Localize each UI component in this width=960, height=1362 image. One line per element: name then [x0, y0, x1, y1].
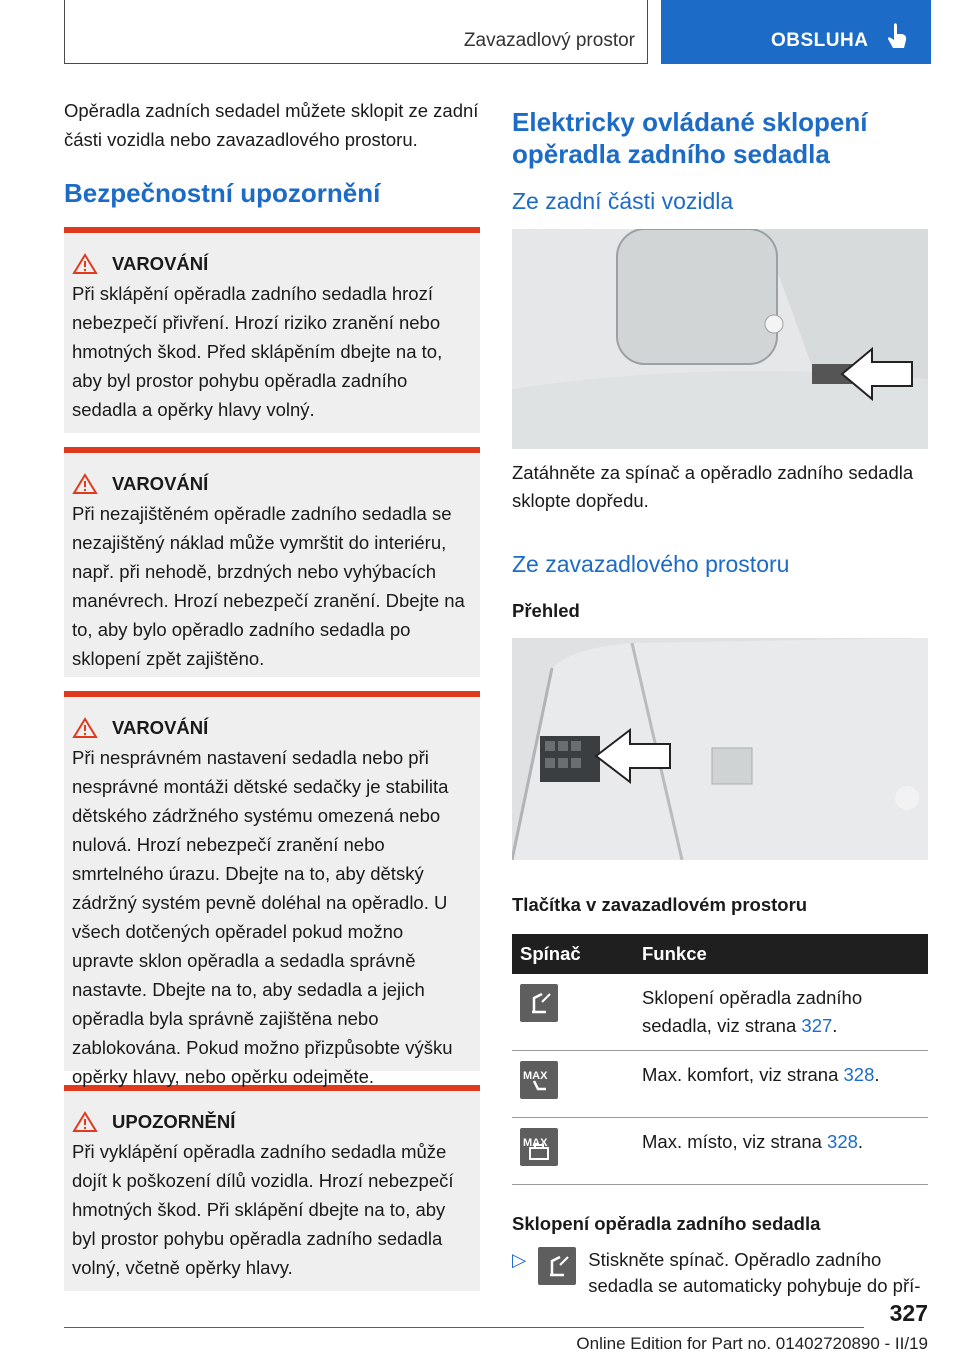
- column-header-function: Funkce: [634, 934, 928, 974]
- section-label: OBSLUHA: [771, 30, 869, 51]
- warning-triangle-icon: [72, 253, 98, 275]
- warning-text: Při sklápění opěradla zadního sedadla hrozí nebezpečí přivření. Hrozí riziko zranění nebo hmotných škod. Před sklápěním dbejte na to, aby byl prostor pohybu opěradla zadního sedadla a opěrky hlavy volný.: [72, 283, 443, 420]
- table-row: [512, 974, 928, 1051]
- warning-title: VAROVÁNÍ: [112, 473, 209, 494]
- step-text: Stiskněte spínač. Opěradlo zadního sedadla se automaticky pohybuje do pří-: [588, 1249, 921, 1296]
- warning-triangle-icon: [72, 473, 98, 495]
- seat-fold-icon: [520, 984, 558, 1022]
- instruction-step: [512, 1247, 928, 1299]
- trunk-photo: [512, 638, 928, 860]
- table-row: [512, 1051, 928, 1118]
- warning-box: [64, 227, 480, 433]
- header-bar: [64, 0, 648, 64]
- warning-triangle-icon: [72, 1111, 98, 1133]
- max-label: MAX: [523, 1070, 548, 1082]
- notice-text: Při vyklápění opěradla zadního sedadla může dojít k poškození dílů vozidla. Hrozí nebezpečí hmotných škod. Při sklápění dbejte na to, aby byl prostor pohybu opěradla zadního sedadla volný, včetně opěrky hlavy.: [72, 1141, 454, 1278]
- section-tab[interactable]: [661, 0, 931, 64]
- subheading-trunk: Ze zavazadlového prostoru: [512, 551, 790, 577]
- page-link[interactable]: 328: [827, 1131, 858, 1152]
- warning-text: Při nesprávném nastavení sedadla nebo při nesprávné montáži dětské sedačky je stabilita dětského zádržného systému omezená nebo nulová. Hrozí nebezpečí zranění nebo smrtelného úrazu. Dbejte na to, aby dětský zádržný systém pevně doléhal na opěradlo. U všech dotčených opěradel pokud možno upravte sklon opěradla a sedadla správně nastavte. Dbejte na to, aby sedadla a jejich opěradla byla správně zajištěna nebo zablokována. Pokud možno přizpůsobte výšku opěrky hlavy, nebo opěrku odejměte.: [72, 747, 453, 1087]
- right-column: [512, 96, 928, 1299]
- rear-caption: Zatáhněte za spínač a opěradlo zadního sedadla sklopte dopředu.: [512, 462, 914, 511]
- warning-text: Při nezajištěném opěradle zadního sedadla se nezajištěný náklad může vymrštit do interiéru, např. při nehodě, brzdných nebo vyhýbacích manévrech. Hrozí nebezpečí zranění. Dbejte na to, aby bylo opěradlo zadního sedadla po sklopení zpět zajištěno.: [72, 503, 465, 669]
- function-cell: Sklopení opěradla zadního sedadla, viz strana 327.: [634, 974, 928, 1051]
- subheading-rear: Ze zadní části vozidla: [512, 188, 734, 214]
- warning-box: [64, 447, 480, 677]
- warning-title: VAROVÁNÍ: [112, 253, 209, 274]
- warning-triangle-icon: [72, 717, 98, 739]
- warning-box: [64, 691, 480, 1087]
- function-cell: Max. místo, viz strana 328.: [634, 1118, 928, 1185]
- notice-title: UPOZORNĚNÍ: [112, 1111, 236, 1132]
- button-table: [512, 934, 928, 1185]
- function-cell: Max. komfort, viz strana 328.: [634, 1051, 928, 1118]
- rear-seat-photo: [512, 229, 928, 449]
- intro-text: Opěradla zadních sedadel můžete sklopit ze zadní části vozidla nebo zavazadlového prostoru.: [64, 100, 479, 150]
- max-comfort-icon: [520, 1061, 558, 1099]
- page-number: 327: [889, 1300, 928, 1326]
- max-space-icon: [520, 1128, 558, 1166]
- table-heading: Tlačítka v zavazadlovém prostoru: [512, 894, 808, 915]
- warning-title: VAROVÁNÍ: [112, 717, 209, 738]
- table-row: [512, 1118, 928, 1185]
- page-link[interactable]: 327: [801, 1015, 833, 1036]
- step-marker: ▷: [512, 1249, 527, 1270]
- max-label: MAX: [523, 1137, 548, 1149]
- pointing-hand-icon: [886, 22, 908, 50]
- main-heading: Elektricky ovládané sklopení opěradla zadního sedadla: [512, 107, 868, 169]
- safety-heading: Bezpečnostní upozornění: [64, 178, 381, 208]
- left-column: [64, 96, 480, 1305]
- page-link[interactable]: 328: [843, 1064, 875, 1085]
- column-header-switch: Spínač: [512, 934, 634, 974]
- edition-footer: Online Edition for Part no. 01402720890 - II/19: [576, 1334, 928, 1353]
- fold-heading: Sklopení opěradla zadního sedadla: [512, 1213, 821, 1234]
- seat-fold-icon: [538, 1247, 576, 1285]
- notice-box: [64, 1085, 480, 1291]
- chapter-title: Zavazadlový prostor: [463, 30, 635, 51]
- overview-heading: Přehled: [512, 600, 580, 621]
- footer-divider: [64, 1327, 864, 1328]
